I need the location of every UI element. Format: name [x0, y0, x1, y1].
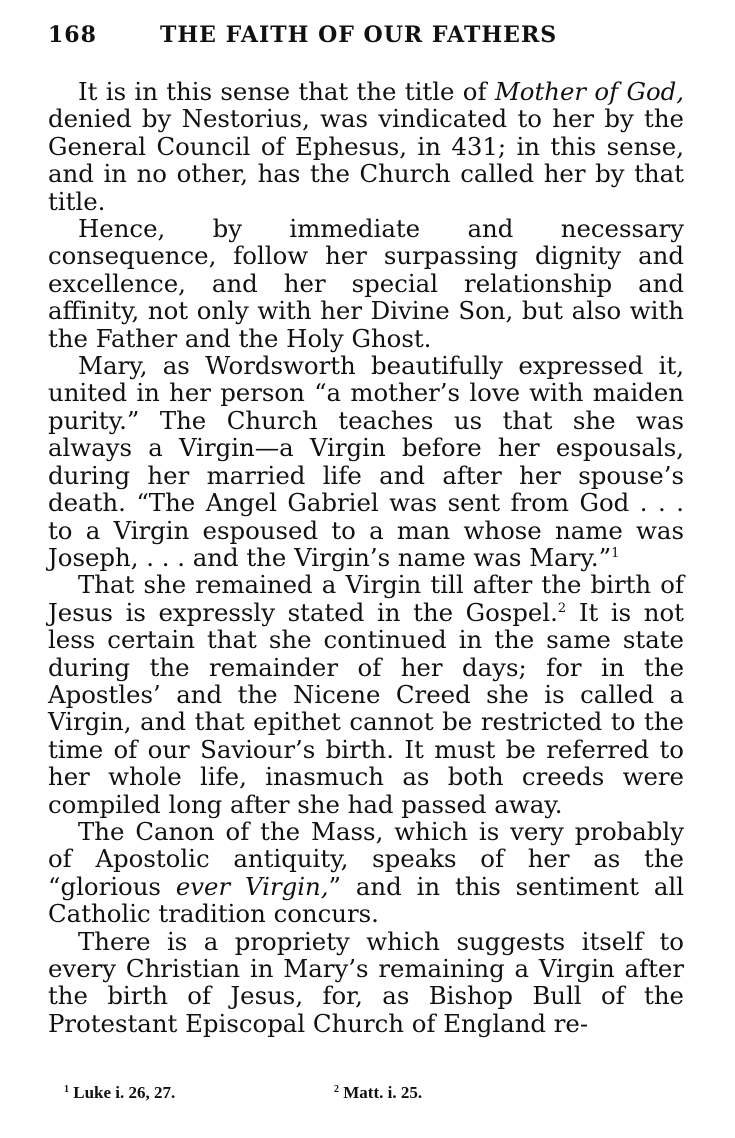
paragraph-4-text-b: It is not less certain that she continued in the same state during the remainder of her days; for in the Apostles’ and the Nicene Creed she is called a Virgin, and that epithet cannot be restricted to the time of our Saviour’s birth. It must be referred to her whole life, inasmuch as both creeds were compiled long after she had passed away.: [48, 597, 684, 819]
paragraph-1: [48, 78, 684, 215]
paragraph-2: Hence, by immediate and necessary consequence, follow her surpassing dignity and excellence, and her special relationship and affinity, not only with her Divine Son, but also with the Father and the Holy Ghost.: [48, 214, 684, 353]
page-header: [48, 22, 688, 52]
paragraph-5-text-a: The Canon of the Mass, which is very probably of Apostolic antiquity, speaks of her as the “glorious: [48, 816, 684, 901]
page-number: 168: [48, 22, 97, 48]
footnote-ref-2: 2: [557, 600, 567, 616]
paragraph-1-text-a: It is in this sense that the title of: [78, 77, 495, 106]
paragraph-6: There is a propriety which suggests itself to every Christian in Mary’s remaining a Virgin after the birth of Jesus, for, as Bishop Bull of the Protestant Episcopal Church of England re-: [48, 926, 684, 1038]
footnote-2-mark: 2: [334, 1084, 339, 1095]
footnote-ref-1: 1: [611, 545, 620, 561]
paragraph-1-text-b: denied by Nestorius, was vindicated to her by the General Council of Ephesus, in 431; in this sense, and in no other, has the Church called her by that title.: [48, 104, 684, 216]
paragraph-4: [48, 571, 684, 818]
paragraph-5: [48, 818, 684, 928]
footnote-2: [334, 1083, 422, 1103]
running-title: THE FAITH OF OUR FATHERS: [160, 22, 558, 48]
footnote-1-mark: 1: [64, 1084, 69, 1095]
paragraph-3: [48, 352, 684, 571]
footnote-1: [64, 1083, 175, 1103]
paragraph-4-text-a: That she remained a Virgin till after the birth of Jesus is expressly stated in the Gospel.: [48, 570, 684, 627]
body-text: [48, 78, 684, 1037]
paragraph-3-text: Mary, as Wordsworth beautifully expressed it, united in her person “a mother’s love with maiden purity.” The Church teaches us that she was always a Virgin—a Virgin before her espousals, during her married life and after her spouse’s death. “The Angel Gabriel was sent from God . . . to a Virgin espoused to a man whose name was Joseph, . . . and the Virgin’s name was Mary.”: [48, 351, 684, 572]
paragraph-5-italic: ever Virgin,: [175, 871, 329, 901]
footnote-2-text: Matt. i. 25.: [343, 1083, 423, 1102]
paragraph-1-italic: Mother of God,: [494, 77, 684, 106]
footnotes: [64, 1083, 684, 1109]
footnote-1-text: Luke i. 26, 27.: [73, 1083, 176, 1102]
paragraph-5-text-b: ” and in this sentiment all Catholic tradition concurs.: [48, 871, 684, 929]
